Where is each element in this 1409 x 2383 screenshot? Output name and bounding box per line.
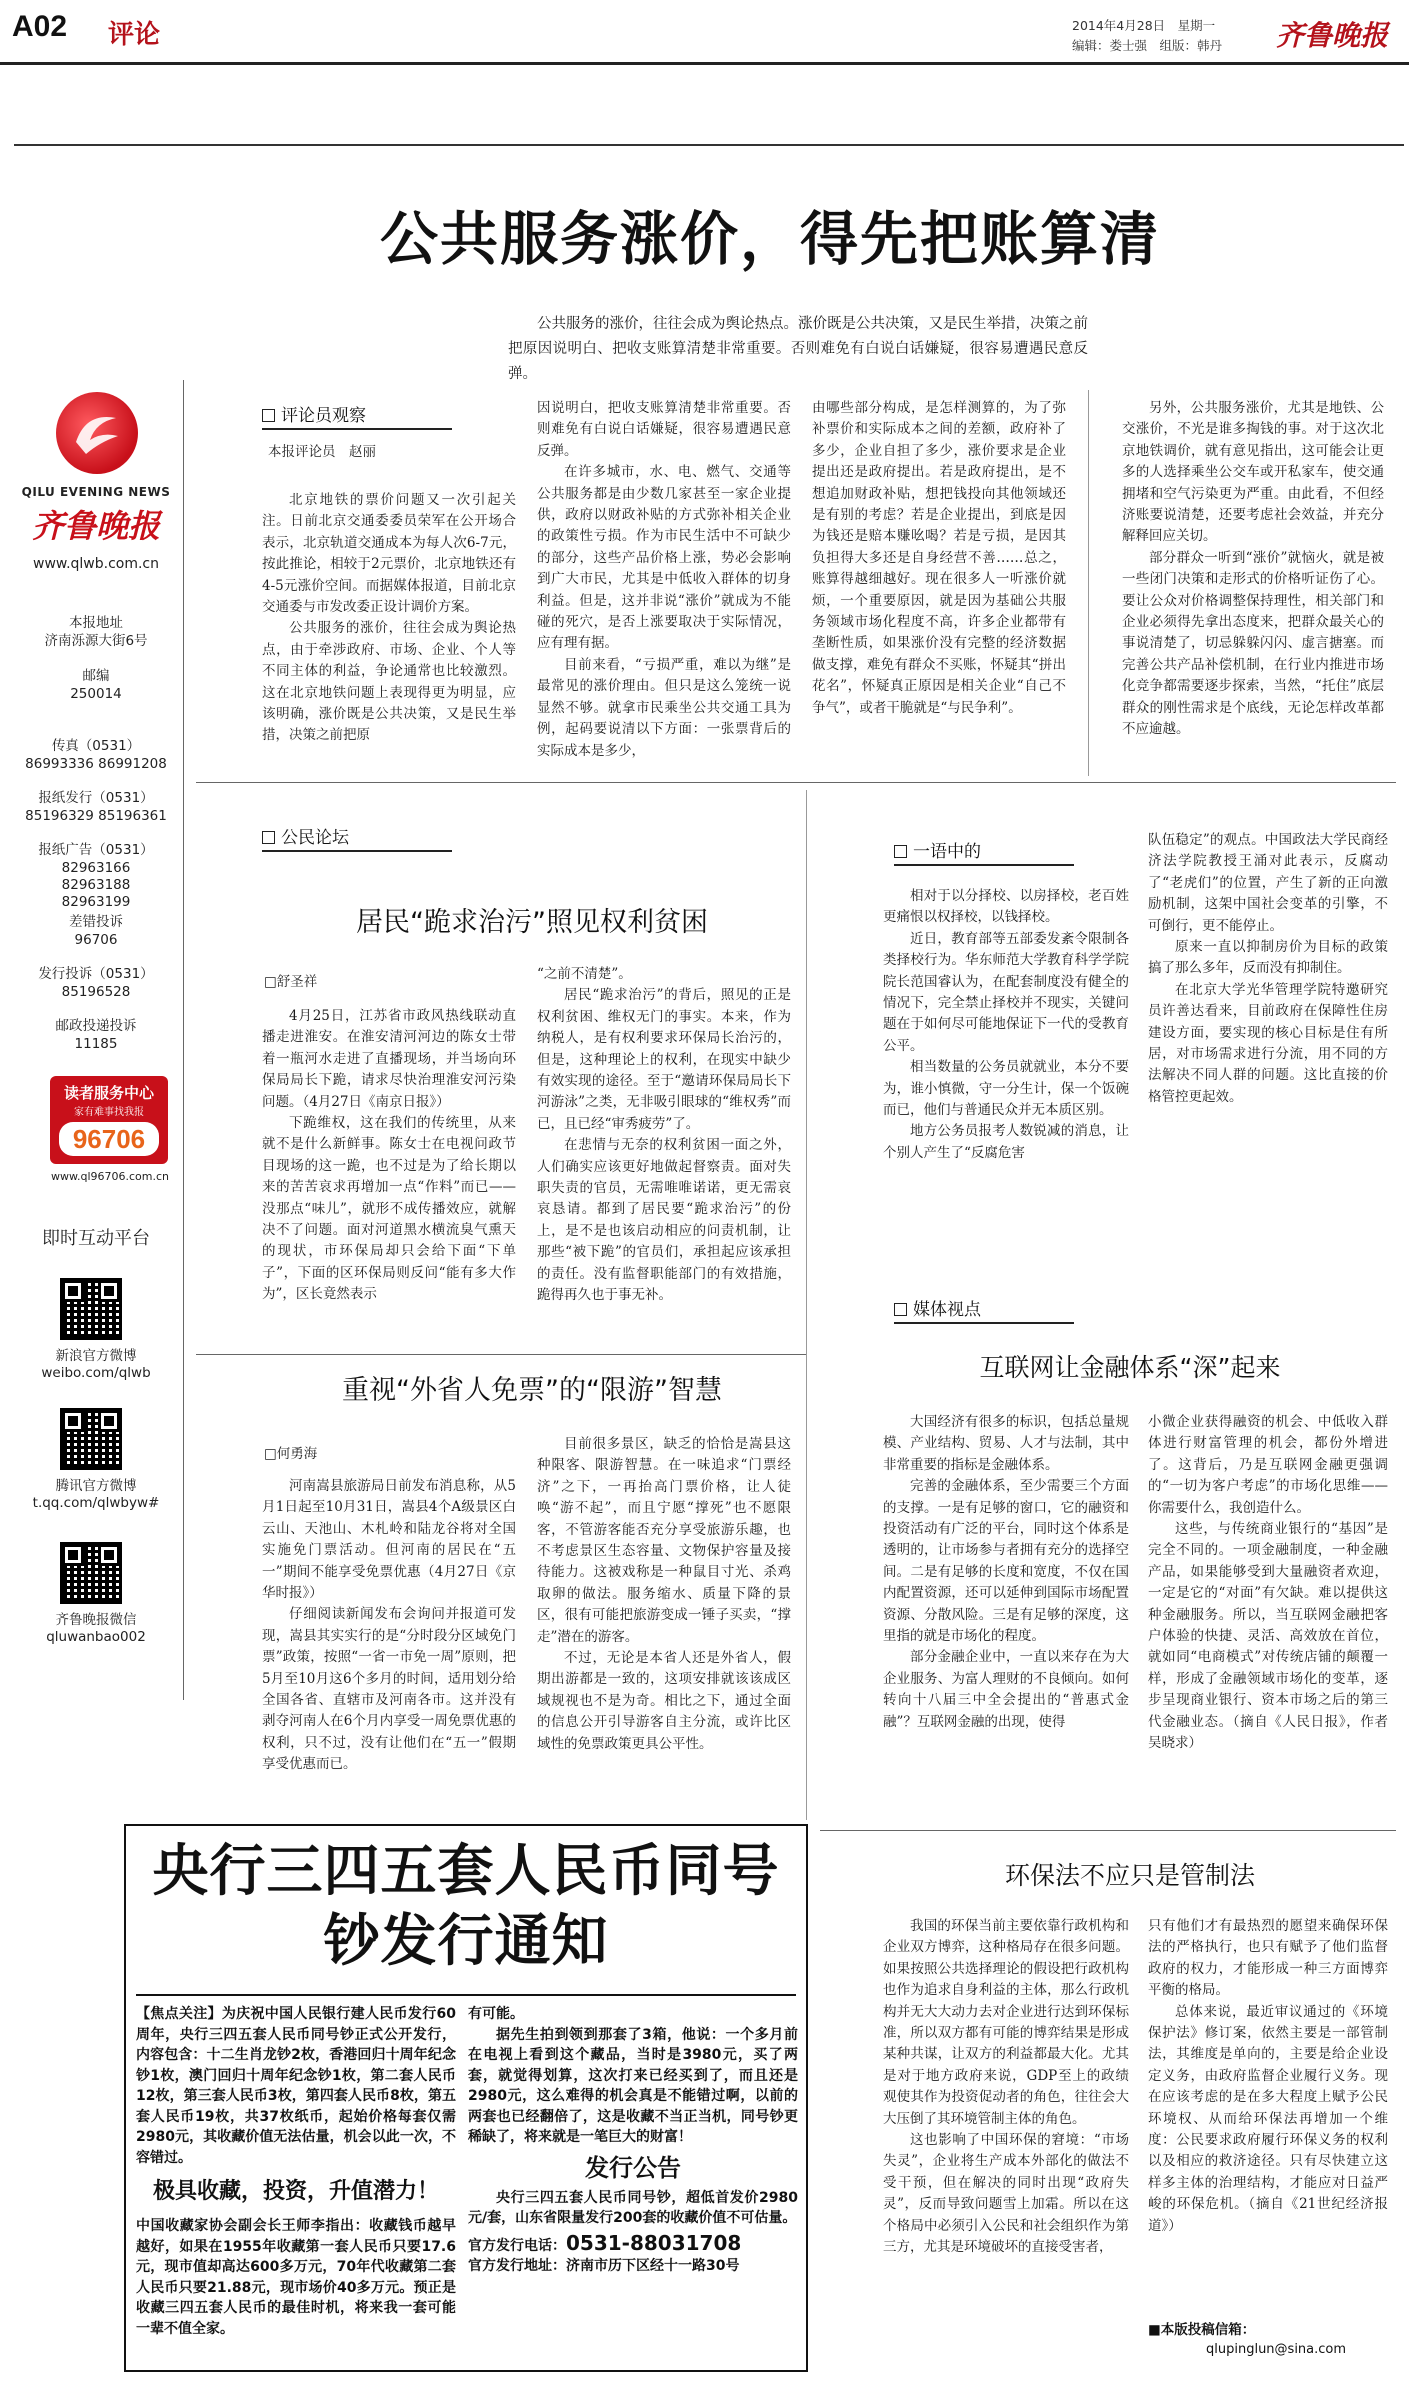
submit-email[interactable]: qlupinglun@sina.com [1206,2342,1347,2357]
a4-col2: 目前很多景区，缺乏的恰恰是嵩县这种限客、限游智慧。在一味追求“门票经济”之下，一再抬高门票价格，让人徒唤“游不起”，而且宁愿“撑死”也不愿限客，不管游客能否充分享受旅游乐趣，也不考虑景区生态容量、文物保护容量及接待能力。这被戏称是一种鼠目寸光、杀鸡取卵的做法。服务缩水、质量下降的景区，很有可能把旅游变成一锤子买卖，“撑走”潜在的游客。 不过，无论是本省人还是外省人，假期出游都是一致的，这项安排就该该成区域规视也不是为奇。相比之下，通过全面的信息公开引导游客自主分流，或许比区域性的免票政策更具公平性。 [537,1436,791,1752]
ad-col2 [468,2004,798,2277]
a1-col2: 因说明白，把收支账算清楚非常重要。否则难免有白说白话嫌疑，很容易遭遇民意反弹。 在许多城市，水、电、燃气、交通等公共服务都是由少数几家甚至一家企业提供，政府以财政补贴的方式弥补相关企业的政策性亏损。作为市民生活中不可缺少的部分，这些产品价格上涨，势必会影响到广大市民，尤其是中低收入群体的切身利益。但是，这并非说“涨价”就成为不能碰的死穴，是否上涨要取决于实际情况，应有理有据。 目前来看，“亏损严重，难以为继”是最常见的涨价理由。但只是这么笼统一说显然不够。就拿市民乘坐公共交通工具为例，起码要说清以下方面：一张票背后的实际成本是多少， [537,400,791,759]
a2-col2: “之前不清楚”。 居民“跪求治污”的背后，照见的正是权利贫困、维权无门的事实。本来，作为纳税人，是有权利要求环保局长治污的，但是，这种理论上的权利，在现实中缺少有效实现的途径。至于“邀请环保局局长下河游泳”之类，无非吸引眼球的“维权秀”而已，且已经“审秀疲劳”了。 在悲情与无奈的权利贫困一面之外，人们确实应该更好地做起督察责。面对失职失责的官员，无需唯唯诺诺，更无需哀哀恳请。都到了居民要“跪求治污”的份上，是不是也该启动相应的问责机制，让那些“被下跪”的官员们，承担起应该承担的责任。没有监督职能部门的有效措施，跪得再久也于事无补。 [537,966,791,1304]
ad-slogan: 极具收藏，投资，升值潜力！ [152,2179,439,2204]
interactive-title: 即时互动平台 [42,1228,150,1249]
weibo-id[interactable]: weibo.com/qlwb [41,1365,151,1381]
column-name: 一语中的 [913,842,981,862]
page-number: A02 [12,10,68,43]
header-rule [0,62,1409,65]
address: 济南泺源大街6号 [44,633,148,649]
post: 11185 [74,1036,118,1052]
distribution-label: 报纸发行（0531） [38,790,154,806]
column-name: 媒体视点 [913,1300,981,1320]
weibo-qr-code[interactable] [60,1278,122,1340]
a3-col2: 队伍稳定”的观点。中国政法大学民商经济法学院教授王涌对此表示，反腐动了“老虎们”的位置，产生了新的正向激励机制，这架中国社会变革的引擎，不可倒行，更不能停止。 原来一直以抑制房价为目标的政策搞了那么多年，反而没有抑制住。 在北京大学光华管理学院特邀研究员许善达看来，目前政府在保障性住房建设方面，要实现的核心目标是住有所居，对市场需求进行分流，用不同的方法解决不同人群的问题。这比直接的价格管控更起效。 [1148,832,1388,1105]
a2-title: 居民“跪求治污”照见权利贫困 [356,907,708,938]
ad-focus-text: 【焦点关注】为庆祝中国人民银行建人民币发行60周年，央行三四五套人民币同号钞正式公开发行，内容包含：十二生肖龙钞2枚，香港回归十周年纪念钞1枚，澳门回归十周年纪念钞1枚，第二套人民币12枚，第三套人民币3枚，第四套人民币8枚，第五套人民币19枚，共37枚纸币，起始价格每套仅需2980元，其收藏价值无法估量，机会以此一次，不容错过。 [136,2006,456,2166]
brand-logo [56,392,138,474]
tencent-id[interactable]: t.qq.com/qlwbyw# [32,1495,160,1511]
column-name: 评论员观察 [281,406,366,426]
a6-col1: 我国的环保当前主要依靠行政机构和企业双方博弈，这种格局存在很多问题。如果按照公共选择理论的假设把行政机构也作为追求自身利益的主体，那么行政机构并无大大动力去对企业进行达到环保标准，所以双方都有可能的博弈结果是形成某种共谋，让双方的利益都最大化。尤其是对于地方政府来说，GDP至上的政绩观使其作为投资促动者的角色，往往会大大压倒了其环境管制主体的角色。 这也影响了中国环保的窘境：“市场失灵”，企业将生产成本外部化的做法不受干预，但在解决的同时出现“政府失灵”，反而导致问题雪上加霜。所以在这个格局中必须引入公民和社会组织作为第三方，尤其是环境破坏的直接受害者， [883,1918,1129,2256]
ad-phone-row [468,2230,798,2257]
wechat-label: 齐鲁晚报微信 [55,1612,137,1628]
ad-rule [136,1994,796,1996]
post-label: 邮政投递投诉 [55,1018,137,1034]
a1-col4: 另外，公共服务涨价，尤其是地铁、公交涨价，不光是谁多掏钱的事。对于这次北京地铁调价，就有意见指出，这可能会让更多的人选择乘坐公交车或开私家车，使交通拥堵和空气污染更为严重。由此看，不但经济账要说清楚，还要考虑社会效益，并充分解释回应关切。 部分群众一听到“涨价”就恼火，就是被一些闭门决策和走形式的价格听证伤了心。要让公众对价格调整保持理性，相关部门和企业必须得先拿出态度来，把群众最关心的事说清楚了，切忌躲躲闪闪、虚言搪塞。而完善公共产品补偿机制，在行业内推进市场化竞争都需要逐步探索，当然，“托住”底层群众的刚性需求是个底线，无论怎样改革都不应逾越。 [1122,400,1384,738]
reader-center-box [50,1076,168,1164]
website[interactable]: www.qlwb.com.cn [33,556,159,572]
sidebar-divider [183,380,184,1700]
column-head-oneline [894,832,1074,866]
section-rule-2 [196,1354,806,1355]
a5-col2: 小微企业获得融资的机会、中低收入群体进行财富管理的机会，都份外增进了。这背后，乃是互联网金融更强调的“一切为客户考虑”的市场化思维——你需要什么，我创造什么。 这些，与传统商业银行的“基因”是完全不同的。一项金融制度，一种金融产品，如果能够受到大量融资者欢迎，一定是它的“对面”有欠缺。难以提供这种金融服务。所以，当互联网金融把客户体验的快捷、灵活、高效放在首位，就如同“电商模式”对传统店铺的颠覆一样，形成了金融领域市场化的变革，逐步呈现商业银行、资本市场之后的第三代金融业态。（摘自《人民日报》，作者吴晓求） [1148,1414,1388,1752]
a1-col3: 由哪些部分构成，是怎样测算的，为了弥补票价和实际成本之间的差额，政府补了多少，企业自担了多少，涨价要求是企业提出还是政府提出。若是政府提出，是不想追加财政补贴，想把钱投向其他领域还是有别的考虑？若是企业提出，到底是因为钱还是赔本赚吆喝？若是亏损，是因其负担得大多还是自身经营不善……总之，账算得越细越好。现在很多人一听涨价就烦，一个重要原因，就是因为基础公共服务领域市场化程度不高，许多企业都带有垄断性质，如果涨价没有完整的经济数据做支撑，难免有群众不买账，怀疑其“拼出花名”，怀疑真正原因是相关企业“自己不争气”，或者干脆就是“与民争利”。 [812,400,1066,716]
fax: 86993336 86991208 [25,756,167,772]
ad-address: 济南市历下区经十一路30号 [566,2258,740,2274]
brand-english: QILU EVENING NEWS [21,485,171,499]
column-square-icon [262,831,275,844]
reader-center-sub: 家有难事找我报 [74,1107,144,1118]
column-square-icon [262,409,275,422]
column-head-citizen [262,818,452,852]
column-name: 公民论坛 [281,828,349,848]
errors-label: 差错投诉 [69,914,123,930]
a1-byline: 本报评论员 赵丽 [268,444,376,460]
ad-testimonial: 据先生拍到领到那套了3箱，他说：一个多月前在电视上看到这个藏品，当时是3980元，买了两套，就觉得划算，这次打来已经买到了，而且还是2980元，这么难得的机会真是不能错过啊，以前的两套也已经翻倍了，这是收藏不当正当机，同号钞更稀缺了，将来就是一笔巨大的财富！ [468,2026,798,2145]
wechat-id: qluwanbao002 [46,1629,146,1645]
delivery-label: 发行投诉（0531） [38,966,154,982]
section-title: 评论 [108,20,161,50]
submit-label: ■本版投稿信箱： [1148,2322,1256,2338]
fax-label: 传真（0531） [51,738,141,754]
wechat-qr-code[interactable] [60,1542,122,1604]
reader-center-title: 读者服务中心 [63,1084,154,1102]
column-square-icon [894,845,907,858]
a5-title: 互联网让金融体系“深”起来 [979,1353,1281,1382]
reader-site[interactable]: www.ql96706.com.cn [50,1170,169,1183]
column-rule-mid [806,790,807,1820]
hotline: 96706 [59,1122,159,1156]
a2-col1: 4月25日，江苏省市政风热线联动直播走进淮安。在淮安清河河边的陈女士带着一瓶河水走进了直播现场，并当场向环保局局长下跪，请求尽快治理淮安河污染问题。（4月27日《南京日报》） 下跪维权，这在我们的传统里，从来就不是什么新鲜事。陈女士在电视问政节目现场的这一跪，也不过是为了给长期以来的苦苦哀求再增加一点“作料”而已——没那点“味儿”，就形不成传播效应，就解决不了问题。面对河道黑水横流臭气熏天的现状，市环保局却只会给下面“下单子”，下面的区环保局则反问“能有多大作为”，区长竟然表示 [262,1008,516,1303]
distribution: 85196329 85196361 [25,808,167,824]
postcode: 250014 [70,686,122,702]
header-brand: 齐鲁晚报 [1276,19,1389,52]
a4-col1: 河南嵩县旅游局日前发布消息称，从5月1日起至10月31日，嵩县4个A级景区白云山、天池山、木札岭和陆龙谷将对全国实施免门票活动。但河南的居民在“五一”期间不能享受免票优惠（4月27日《京华时报》） 仔细阅读新闻发布会询问并报道可发现，嵩县其实实行的是“分时段分区域免门票”政策，按照“一省一市免一周”原则，把5月至10月这6个多月的时间，适用划分给全国各省、直辖市及河南各市。这并没有剥夺河南人在6个月内享受一周免票优惠的权利，只不过，没有让他们在“五一”假期享受优惠而已。 [262,1478,516,1773]
postcode-label: 邮编 [82,668,110,684]
address-label: 本报地址 [69,615,123,631]
a6-col2: 只有他们才有最热烈的愿望来确保环保法的严格执行，也只有赋予了他们监督政府的权力，才能形成一种三方面博弈平衡的格局。 总体来说，最近审议通过的《环境保护法》修订案，依然主要是一部管制法，其维度是单向的，主要是给企业设定义务，由政府监督企业履行义务。现在应该考虑的是在多大程度上赋予公民环境权、从而给环保法再增加一个维度：公民要求政府履行环保义务的权利以及相应的救济途径。只有尽快建立这样多主体的治理结构，才能应对日益严峻的环保危机。（摘自《21世纪经济报道》） [1148,1918,1388,2234]
a6-title: 环保法不应只是管制法 [1004,1861,1255,1890]
ads-label: 报纸广告（0531） [38,842,154,858]
advertisement [124,1824,808,2372]
ad-col1 [136,2004,456,2339]
issue-date: 2014年4月28日 星期一 [1072,18,1216,33]
column-square-icon [894,1303,907,1316]
section-rule-3 [820,1830,1396,1831]
column-rule-a1 [1088,390,1089,776]
headline-lead: 公共服务的涨价，往往会成为舆论热点。涨价既是公共决策，又是民生举措，决策之前把原因说明白、把收支账算清楚非常重要。否则难免有白说白话嫌疑，很容易遭遇民意反弹。 [508,316,1088,382]
ad-col2-lead: 有可能。 [468,2006,524,2022]
header-rule-thin [14,144,1404,146]
ad-address-label: 官方发行地址： [468,2258,566,2274]
a1-col1: 北京地铁的票价问题又一次引起关注。日前北京交通委委员荣军在公开场合表示，北京轨道交通成本为每人次6-7元，按此推论，相较于2元票价，北京地铁还有4-5元涨价空间。而据媒体报道，目前北京交通委与市发改委正设计调价方案。 公共服务的涨价，往往会成为舆论热点，由于牵涉政府、市场、企业、个人等不同主体的利益，争论通常也比较激烈。这在北京地铁问题上表现得更为明显，应该明确，涨价既是公共决策，又是民生举措，决策之前把原 [262,492,516,744]
ad-phone[interactable]: 0531-88031708 [566,2230,742,2255]
column-head-media [894,1290,1074,1324]
ads: 82963166 82963188 82963199 [61,860,131,910]
delivery: 85196528 [61,984,131,1000]
errors: 96706 [74,932,118,948]
ad-title: 央行三四五套人民币同号钞发行通知 [152,1838,780,1974]
ad-expert-text: 中国收藏家协会副会长王师李指出：收藏钱币越早越好，如果在1955年收藏第一套人民币只要17.6元，现市值却高达600多万元，70年代收藏第二套人民币只要21.88元，现市场价40多万元。预正是收藏三四五套人民币的最佳时机，将来我一套可能一辈不值全家。 [136,2218,456,2337]
ad-address-row [468,2256,798,2277]
main-headline: 公共服务涨价，得先把账算清 [379,205,1160,273]
a2-byline: □舒圣祥 [264,974,318,990]
a4-title: 重视“外省人免票”的“限游”智慧 [342,1375,722,1406]
column-head-commentator [262,396,452,430]
editor-credits: 编辑：娄士强 组版：韩丹 [1072,38,1223,53]
ad-phone-label: 官方发行电话： [468,2237,566,2254]
a3-col1: 相对于以分择校、以房择校，老百姓更痛恨以权择校，以钱择校。 近日，教育部等五部委发紊令限制各类择校行为。华东师范大学教育科学学院院长范国睿认为，在配套制度没有健全的情况下，完全禁止择校并不现实，关键问题在于如何尽可能地保证下一代的受教育公平。 相当数量的公务员就就业，本分不要为，谁小慎微，守一分生计，保一个饭碗而已，他们与普通民众并无本质区别。 地方公务员报考人数锐减的消息，让个别人产生了“反腐危害 [883,888,1129,1161]
ad-notice-title: 发行公告 [585,2153,681,2182]
weibo-label: 新浪官方微博 [55,1348,137,1364]
brand-chinese: 齐鲁晚报 [31,507,160,545]
tencent-qr-code[interactable] [60,1408,122,1470]
logo-swirl-icon [56,392,138,474]
a5-col1: 大国经济有很多的标识，包括总量规模、产业结构、贸易、人才与法制，其中非常重要的指标是金融体系。 完善的金融体系，至少需要三个方面的支撑。一是有足够的窗口，它的融资和投资活动有广泛的平台，同时这个体系是透明的，让市场参与者拥有充分的选择空间。二是有足够的长度和宽度，不仅在国内配置资源，还可以延伸到国际市场配置资源、分散风险。三是有足够的深度，这里指的就是市场化的程度。 部分金融企业中，一直以来存在为大企业服务、为富人理财的不良倾向。如何转向十八届三中全会提出的“普惠式金融”？互联网金融的出现，使得 [883,1414,1129,1730]
a4-byline: □何勇海 [264,1446,318,1462]
section-rule-1 [196,782,1396,783]
ad-notice-text: 央行三四五套人民币同号钞，超低首发价2980元/套，山东省限量发行200套的收藏价值不可估量。 [468,2189,798,2226]
tencent-label: 腾讯官方微博 [55,1478,137,1494]
